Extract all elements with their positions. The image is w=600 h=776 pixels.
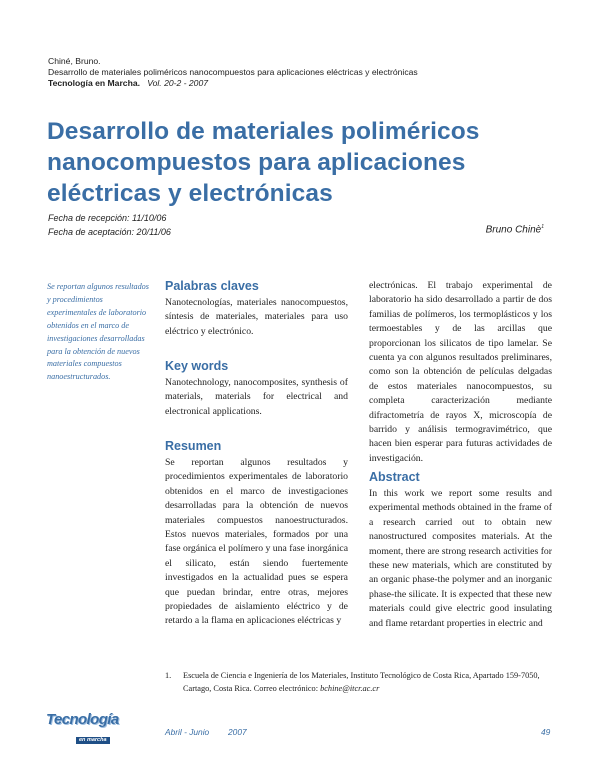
author-name	[486, 224, 544, 235]
footnote-number: 1.	[165, 671, 172, 680]
palabras-text: Nanotecnologías, materiales nanocompuestos, síntesis de materiales, materiales para uso eléctrico y electrónico.	[165, 297, 348, 337]
palabras-heading: Palabras claves	[165, 279, 259, 293]
keywords-heading: Key words	[165, 359, 229, 373]
footnote-text: Escuela de Ciencia e Ingeniería de los Materiales, Instituto Tecnológico de Costa Rica, Apartado 159-7050, Cartago, Costa Rica. Correo electrónico:	[183, 671, 540, 693]
logo-tagline: en marcha	[76, 737, 110, 744]
resumen-text: Se reportan algunos resultados y procedimientos experimentales de laboratorio obtenidos en el marco de investigaciones desarrolladas para la obtención de nuevos materiales compuestos nanoestructurados. Estos nuevos materiales, formados por una fase orgánica el polímero y una fase inorgánica el silicato, están siendo fuertemente investigados en la actualidad pues se espera que puedan brindar, entre otras, mejores propiedades de aislamiento eléctrico y de retardo a la flama en aplicaciones eléctricas y	[165, 457, 348, 627]
header-journal: Tecnología en Marcha.	[48, 78, 141, 88]
header-journal-line	[48, 78, 208, 89]
page-number: 49	[541, 727, 551, 737]
footer-issue: Abril - Junio	[165, 727, 210, 737]
sidebar-quote: Se reportan algunos resultados y procedimientos experimentales de laboratorio obtenidos en el marco de investigaciones desarrolladas para la obtención de nuevos materiales compuestos nanoestructurados.	[47, 282, 149, 382]
header-author: Chiné, Bruno.	[48, 56, 101, 66]
author-footnote-mark: 1	[541, 224, 544, 230]
abstract-block	[369, 470, 552, 631]
received-date: Fecha de recepción: 11/10/06	[48, 213, 167, 223]
page-title: Desarrollo de materiales poliméricos nanocompuestos para aplicaciones eléctricas y electrónicas	[47, 118, 480, 207]
footnote	[183, 669, 553, 695]
accepted-date: Fecha de aceptación: 20/11/06	[48, 227, 171, 237]
journal-logo	[46, 711, 128, 743]
abstract-heading: Abstract	[369, 470, 420, 484]
header-volume: Vol. 20-2 - 2007	[147, 78, 209, 88]
footnote-email[interactable]: bchine@itcr.ac.cr	[320, 684, 380, 693]
author-text: Bruno Chinè	[485, 224, 542, 236]
abstract-text: In this work we report some results and experimental methods obtained in the frame of a research carried out to obtain new nanostructured composites materials. At the moment, there are strong research activities for these new materials, which are constituted by an organic phase-the polymer and an inorganic phase-the silicate. It is expected that these new materials could give electric good insulating and flame retardant properties in electric and	[369, 488, 552, 629]
resumen-heading: Resumen	[165, 439, 222, 453]
right-column	[369, 279, 552, 466]
keywords-text: Nanotechnology, nanocomposites, synthesis of materials, materials for electrical and electronical applications.	[165, 377, 348, 417]
footer-year: 2007	[228, 727, 247, 737]
resumen-block	[165, 439, 348, 629]
left-column	[165, 279, 348, 339]
resumen-continued: electrónicas. El trabajo experimental de laboratorio ha sido desarrollado a partir de dos familias de polímeros, los termoplásticos y los termoestables y de las arcillas que proporcionan los silicatos de tipo lamelar. Se cuenta ya con algunos resultados preliminares, como son la obtención de películas delgadas de estos materiales nanocompuestos, su completa caracterización mediante difractometría de rayos X, microscopía de barrido y análisis termogravimétrico, que hacen bien esperar para futuras actividades de investigación.	[369, 280, 552, 464]
header-article-title: Desarrollo de materiales poliméricos nanocompuestos para aplicaciones eléctricas y electrónicas	[48, 67, 418, 77]
keywords-block	[165, 359, 348, 419]
logo-wordmark: Tecnología	[46, 711, 119, 728]
